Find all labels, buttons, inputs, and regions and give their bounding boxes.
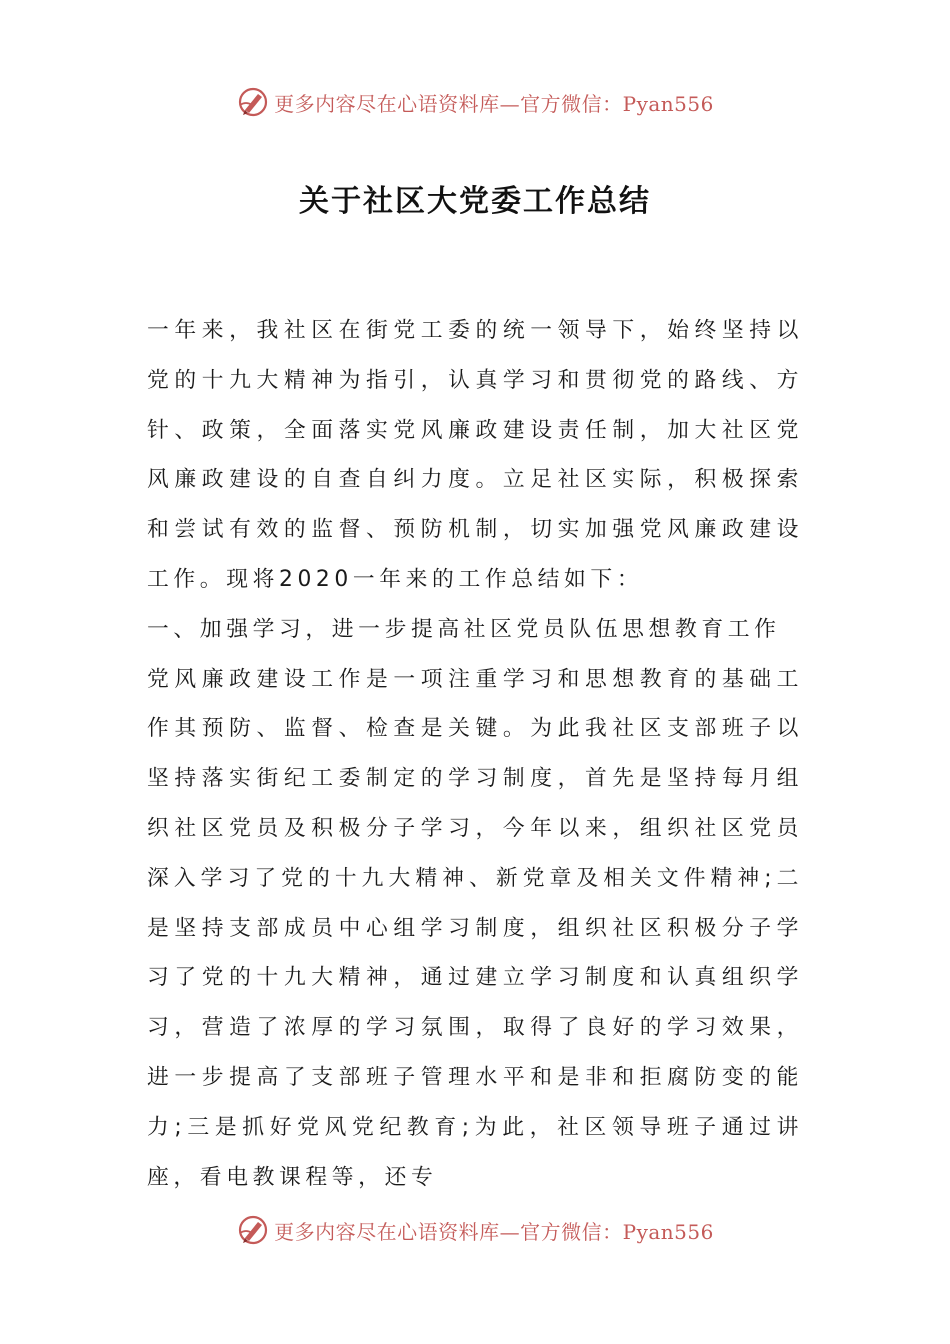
pen-circle-logo-icon xyxy=(236,1213,270,1247)
body-paragraph-section-1: 党风廉政建设工作是一项注重学习和思想教育的基础工作其预防、监督、检查是关键。为此我社区支部班子以坚持落实街纪工委制定的学习制度，首先是坚持每月组织社区党员及积极分子学习，今年以来，组织社区党员深入学习了党的十九大精神、新党章及相关文件精神;二是坚持支部成员中心组学习制度，组织社区积极分子学习了党的十九大精神，通过建立学习制度和认真组织学习，营造了浓厚的学习氛围，取得了良好的学习效果，进一步提高了支部班子管理水平和是非和拒腐防变的能力;三是抓好党风党纪教育;为此，社区领导班子通过讲座，看电教课程等，还专 xyxy=(147,666,803,1190)
section-heading-1: 一、加强学习，进一步提高社区党员队伍思想教育工作 xyxy=(147,616,781,642)
footer-watermark-banner xyxy=(0,1210,950,1250)
header-watermark-text: 更多内容尽在心语资料库—官方微信：Pyan556 xyxy=(274,91,714,116)
pen-circle-logo-icon xyxy=(236,85,270,119)
body-paragraph-intro: 一年来，我社区在街党工委的统一领导下，始终坚持以党的十九大精神为指引，认真学习和贯彻党的路线、方针、政策，全面落实党风廉政建设责任制，加大社区党风廉政建设的自查自纠力度。立足社区实际，积极探索和尝试有效的监督、预防机制，切实加强党风廉政建设工作。现将2020一年来的工作总结如下： xyxy=(147,318,803,592)
header-watermark-banner xyxy=(0,82,950,122)
footer-watermark-text: 更多内容尽在心语资料库—官方微信：Pyan556 xyxy=(274,1219,714,1244)
document-body xyxy=(147,306,803,1202)
document-title: 关于社区大党委工作总结 xyxy=(299,184,651,219)
